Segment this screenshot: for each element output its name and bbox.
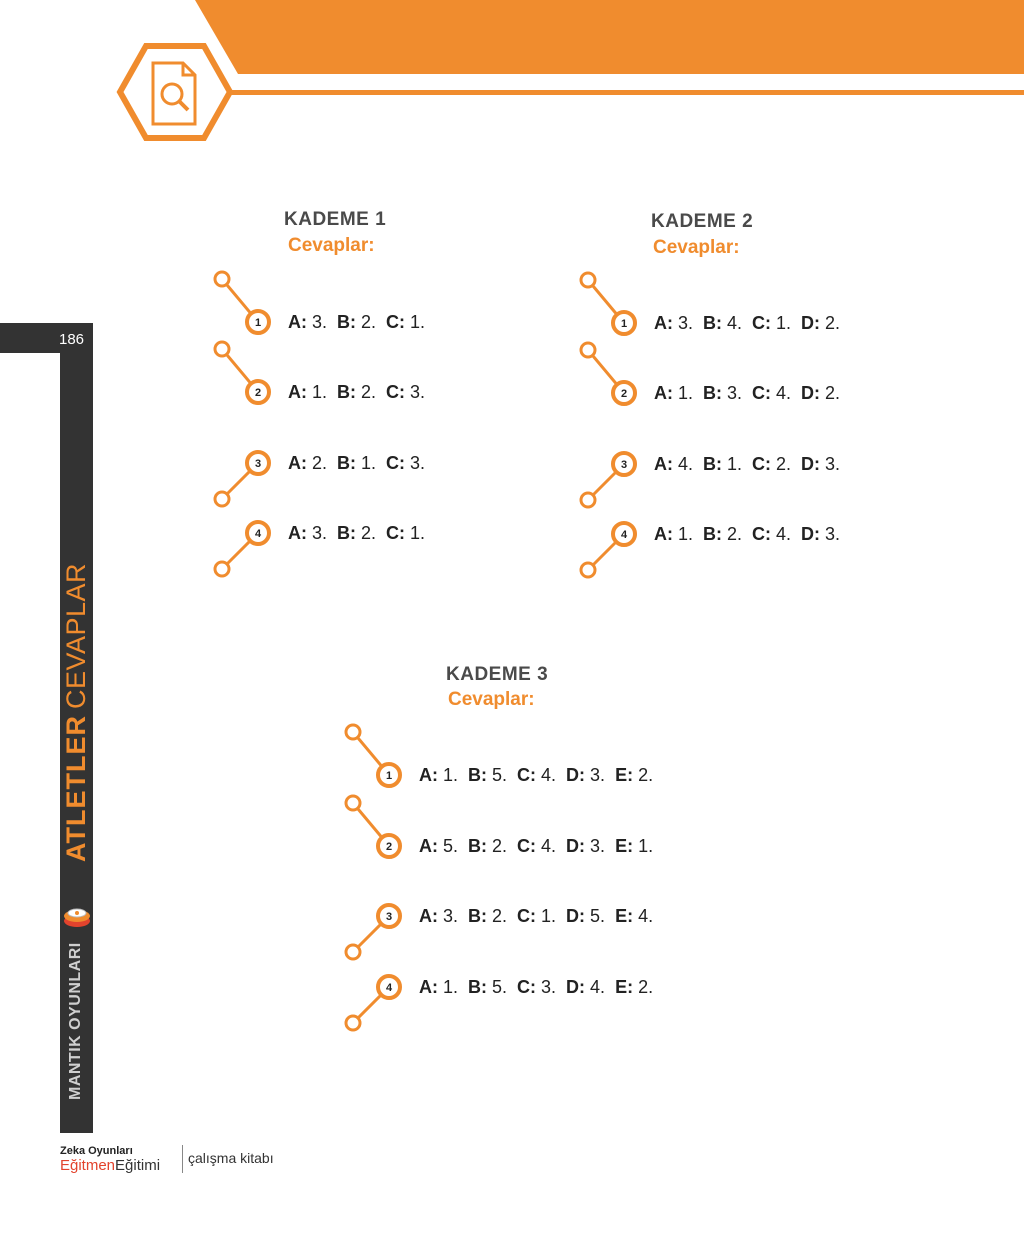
answer-value: 1.: [356, 453, 387, 473]
answer-value: 3.: [673, 313, 704, 333]
answer-value: 2.: [356, 523, 387, 543]
answer-value: 3.: [722, 383, 753, 403]
answer-value: 3.: [307, 523, 338, 543]
side-title-bold: ATLETLER: [61, 715, 91, 862]
row-connector: [202, 337, 272, 417]
answer-value: 4.: [536, 765, 567, 785]
kademe-1-title: KADEME 1: [284, 209, 387, 230]
answer-key: A:: [419, 765, 438, 785]
answer-key: A:: [419, 977, 438, 997]
answer-key: A:: [288, 312, 307, 332]
answer-key: B:: [337, 382, 357, 402]
answer-key: C:: [752, 454, 772, 474]
row-number: 4: [385, 982, 393, 994]
brand-line2-b: Eğitimi: [115, 1157, 161, 1174]
answer-key: C:: [752, 313, 772, 333]
side-title-light: CEVAPLAR: [61, 562, 91, 710]
answer-key: B:: [703, 313, 723, 333]
answer-key: A:: [654, 383, 673, 403]
answer-value: 2.: [820, 383, 841, 403]
answer-value: 4.: [771, 524, 802, 544]
answer-value: 2.: [771, 454, 802, 474]
answer-value: 3.: [585, 765, 616, 785]
answer-value: 1.: [722, 454, 753, 474]
answer-key: B:: [337, 453, 357, 473]
answer-value: 2.: [722, 524, 753, 544]
answer-key: D:: [566, 906, 586, 926]
answer-line: [419, 764, 653, 786]
row-number: 4: [620, 529, 628, 541]
answer-line: [288, 452, 425, 474]
row-number: 1: [620, 318, 628, 330]
answer-key: D:: [801, 313, 821, 333]
row-number: 4: [254, 528, 262, 540]
side-title: [61, 563, 91, 862]
connector-end-dot: [215, 272, 229, 286]
answer-value: 4.: [633, 906, 654, 926]
row-number: 2: [254, 387, 262, 399]
connector-end-dot: [215, 562, 229, 576]
answer-key: E:: [615, 765, 634, 785]
brand-line1: Zeka Oyunları: [60, 1145, 133, 1157]
answer-value: 2.: [307, 453, 338, 473]
answer-key: E:: [615, 906, 634, 926]
answer-line: [654, 453, 840, 475]
answer-value: 1.: [438, 765, 469, 785]
answer-line: [288, 311, 425, 333]
answer-key: D:: [801, 454, 821, 474]
kademe-3-subtitle: Cevaplar:: [448, 689, 535, 710]
answer-key: B:: [468, 906, 488, 926]
row-connector: [202, 267, 272, 347]
connector-end-dot: [581, 343, 595, 357]
answer-key: B:: [468, 765, 488, 785]
answer-value: 3.: [405, 382, 426, 402]
answer-value: 2.: [487, 906, 518, 926]
answer-key: A:: [654, 454, 673, 474]
answer-key: B:: [337, 523, 357, 543]
answer-line: [654, 523, 840, 545]
footer-brand: [60, 1145, 300, 1185]
answer-key: A:: [654, 524, 673, 544]
answer-value: 1.: [673, 383, 704, 403]
row-number: 1: [385, 770, 393, 782]
brand-line2-a: Eğitmen: [60, 1157, 116, 1174]
brand-divider: [182, 1145, 183, 1173]
answer-line: [288, 522, 425, 544]
answer-key: A:: [654, 313, 673, 333]
answer-line: [288, 381, 425, 403]
answer-value: 1.: [307, 382, 338, 402]
row-connector: [333, 861, 403, 941]
answer-line: [419, 976, 653, 998]
header-decoration: [0, 0, 1024, 150]
answer-key: C:: [386, 523, 406, 543]
connector-end-dot: [346, 725, 360, 739]
answer-value: 2.: [487, 836, 518, 856]
row-number: 3: [385, 911, 393, 923]
answer-key: B:: [468, 977, 488, 997]
answer-value: 4.: [673, 454, 704, 474]
row-connector: [568, 409, 638, 489]
answer-value: 3.: [438, 906, 469, 926]
answer-line: [419, 835, 653, 857]
answer-value: 5.: [438, 836, 469, 856]
answer-value: 2.: [356, 312, 387, 332]
answer-value: 5.: [487, 765, 518, 785]
kademe-3-title: KADEME 3: [446, 664, 549, 685]
answer-key: A:: [288, 453, 307, 473]
answer-value: 4.: [771, 383, 802, 403]
answer-key: B:: [703, 524, 723, 544]
answer-value: 5.: [585, 906, 616, 926]
brand-book-label: çalışma kitabı: [188, 1150, 274, 1166]
answer-key: A:: [288, 382, 307, 402]
answer-key: B:: [703, 383, 723, 403]
row-number: 3: [254, 458, 262, 470]
answer-value: 4.: [722, 313, 753, 333]
answer-value: 3.: [307, 312, 338, 332]
answer-key: C:: [752, 524, 772, 544]
answer-key: E:: [615, 836, 634, 856]
answer-value: 1.: [673, 524, 704, 544]
answer-value: 1.: [405, 523, 426, 543]
connector-end-dot: [581, 273, 595, 287]
answer-value: 1.: [405, 312, 426, 332]
header-band: [0, 0, 1024, 150]
answer-value: 4.: [536, 836, 567, 856]
answer-key: C:: [752, 383, 772, 403]
answer-value: 1.: [438, 977, 469, 997]
answer-key: C:: [517, 765, 537, 785]
answer-value: 1.: [536, 906, 567, 926]
answer-key: C:: [386, 312, 406, 332]
answer-value: 3.: [585, 836, 616, 856]
answer-value: 3.: [405, 453, 426, 473]
answer-key: A:: [419, 836, 438, 856]
answer-value: 2.: [633, 765, 654, 785]
answer-key: E:: [615, 977, 634, 997]
answer-value: 5.: [487, 977, 518, 997]
answer-value: 4.: [585, 977, 616, 997]
side-subtitle: MANTIK OYUNLARI: [67, 942, 84, 1100]
answer-key: D:: [801, 524, 821, 544]
connector-end-dot: [346, 796, 360, 810]
answer-key: B:: [468, 836, 488, 856]
row-connector: [568, 338, 638, 418]
row-connector: [568, 479, 638, 559]
answer-line: [654, 382, 840, 404]
row-connector: [333, 720, 403, 800]
row-number: 2: [385, 841, 393, 853]
answer-key: A:: [288, 523, 307, 543]
answer-key: B:: [337, 312, 357, 332]
row-connector: [202, 408, 272, 488]
answer-line: [419, 905, 653, 927]
kademe-2-title: KADEME 2: [651, 211, 754, 232]
answer-key: C:: [386, 382, 406, 402]
answer-value: 2.: [633, 977, 654, 997]
row-connector: [568, 268, 638, 348]
row-number: 2: [620, 388, 628, 400]
answer-key: C:: [517, 836, 537, 856]
answer-line: [654, 312, 840, 334]
answer-key: C:: [517, 906, 537, 926]
answer-value: 3.: [820, 524, 841, 544]
buzzer-icon: [62, 903, 92, 929]
answer-value: 1.: [771, 313, 802, 333]
answer-key: D:: [566, 765, 586, 785]
connector-end-dot: [581, 563, 595, 577]
connector-end-dot: [215, 342, 229, 356]
answer-value: 1.: [633, 836, 654, 856]
brand-line2: [60, 1157, 160, 1174]
row-number: 1: [254, 317, 262, 329]
row-number: 3: [620, 459, 628, 471]
row-connector: [333, 932, 403, 1012]
answer-key: D:: [566, 977, 586, 997]
answer-key: B:: [703, 454, 723, 474]
page-number: 186: [59, 331, 85, 348]
kademe-2-subtitle: Cevaplar:: [653, 237, 740, 258]
answer-value: 2.: [356, 382, 387, 402]
answer-key: C:: [386, 453, 406, 473]
answer-value: 3.: [820, 454, 841, 474]
answer-key: D:: [566, 836, 586, 856]
connector-end-dot: [346, 1016, 360, 1030]
row-connector: [333, 791, 403, 871]
kademe-1-subtitle: Cevaplar:: [288, 235, 375, 256]
answer-value: 2.: [820, 313, 841, 333]
answer-key: A:: [419, 906, 438, 926]
answer-key: D:: [801, 383, 821, 403]
row-connector: [202, 478, 272, 558]
answer-key: C:: [517, 977, 537, 997]
answer-value: 3.: [536, 977, 567, 997]
